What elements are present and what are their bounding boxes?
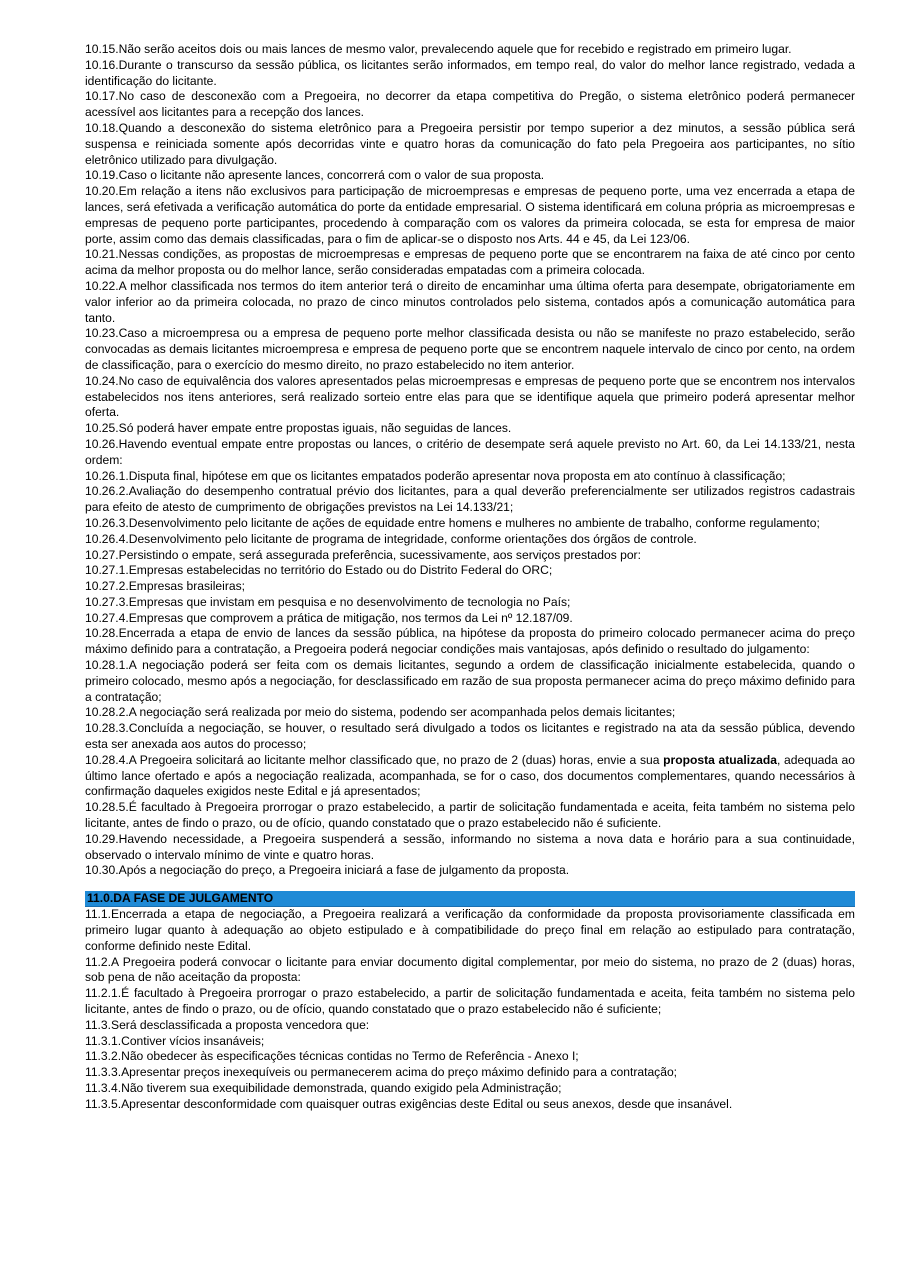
clause-10-18: 10.18.Quando a desconexão do sistema eletrônico para a Pregoeira persistir por tempo superior a dez minutos, a sessão pública será suspensa e reiniciada somente após decorridas vinte e quatro horas da comunicação do fato pela Pregoeira aos participantes, no sítio eletrônico utilizado para divulgação.: [85, 120, 855, 167]
clause-10-28-4-bold-term: proposta atualizada: [663, 752, 778, 767]
clause-11-3-2: 11.3.2.Não obedecer às especificações técnicas contidas no Termo de Referência - Anexo I;: [85, 1049, 579, 1064]
clause-10-26-3: 10.26.3.Desenvolvimento pelo licitante de ações de equidade entre homens e mulheres no ambiente de trabalho, conforme regulamento;: [85, 515, 820, 530]
clause-10-28-5: 10.28.5.É facultado à Pregoeira prorrogar o prazo estabelecido, a partir de solicitação fundamentada e aceita, feita também no sistema pelo licitante, antes de findo o prazo, ou de ofício, quando constatado que o prazo estabelecido não é suficiente.: [85, 800, 855, 831]
section-11-heading: 11.0.DA FASE DE JULGAMENTO: [85, 891, 855, 907]
clause-10-26-4: 10.26.4.Desenvolvimento pelo licitante de programa de integridade, conforme orientações dos órgãos de controle.: [85, 531, 697, 546]
clause-11-3-1: 11.3.1.Contiver vícios insanáveis;: [85, 1033, 265, 1048]
clause-11-2-1: 11.2.1.É facultado à Pregoeira prorrogar o prazo estabelecido, a partir de solicitação fundamentada e aceita, feita também no sistema pelo licitante, antes de findo o prazo, ou de ofício, quando constatado que o prazo estabelecido não é suficiente;: [85, 986, 855, 1017]
clause-10-28-4-text-start: 10.28.4.A Pregoeira solicitará ao licitante melhor classificado que, no prazo de 2 (duas) horas, envie a sua: [85, 752, 664, 767]
clause-10-20: 10.20.Em relação a itens não exclusivos para participação de microempresas e empresas de pequeno porte, uma vez encerrada a etapa de lances, será efetivada a verificação automática do porte da entidade empresarial. O sistema identificará em coluna própria as microempresas e empresas de pequeno porte participantes, procedendo à comparação com os valores da primeira colocada, se esta for empresa de maior porte, assim como das demais classificadas, para o fim de aplicar-se o disposto nos Arts. 44 e 45, da Lei 123/06.: [85, 184, 855, 246]
clause-11-3: 11.3.Será desclassificada a proposta vencedora que:: [85, 1017, 370, 1032]
clause-10-23: 10.23.Caso a microempresa ou a empresa de pequeno porte melhor classificada desista ou não se manifeste no prazo estabelecido, serão convocadas as demais licitantes microempresa e empresa de pequeno porte que se encontrem naquele intervalo de cinco por cento, na ordem de classificação, para o exercício do mesmo direito, no prazo estabelecido no item anterior.: [85, 326, 855, 372]
clause-11-2: 11.2.A Pregoeira poderá convocar o licitante para enviar documento digital complementar, por meio do sistema, no prazo de 2 (duas) horas, sob pena de não aceitação da proposta:: [85, 954, 855, 985]
clause-10-27-2: 10.27.2.Empresas brasileiras;: [85, 579, 245, 594]
clause-10-28-2: 10.28.2.A negociação será realizada por meio do sistema, podendo ser acompanhada pelos demais licitantes;: [85, 705, 676, 720]
clause-10-21: 10.21.Nessas condições, as propostas de microempresas e empresas de pequeno porte que se encontrarem na faixa de até cinco por cento acima da melhor proposta ou do melhor lance, serão consideradas empatadas com a primeira colocada.: [85, 247, 855, 278]
clause-10-19: 10.19.Caso o licitante não apresente lances, concorrerá com o valor de sua proposta.: [85, 168, 545, 183]
clause-10-28-1: 10.28.1.A negociação poderá ser feita com os demais licitantes, segundo a ordem de classificação inicialmente estabelecida, quando o primeiro colocado, mesmo após a negociação, for desclassificado em razão de sua proposta permanecer acima do preço máximo definido para a contratação;: [85, 658, 855, 704]
clause-10-26-2: 10.26.2.Avaliação do desempenho contratual prévio dos licitantes, para a qual deverão preferencialmente ser utilizados registros cadastrais para efeito de atesto de cumprimento de obrigações previstos na Lei 14.133/21;: [85, 484, 855, 515]
clause-11-3-5: 11.3.5.Apresentar desconformidade com quaisquer outras exigências deste Edital ou seus anexos, desde que insanável.: [85, 1096, 733, 1111]
clause-10-17: 10.17.No caso de desconexão com a Pregoeira, no decorrer da etapa competitiva do Pregão, o sistema eletrônico poderá permanecer acessível aos licitantes para a recepção dos lances.: [85, 89, 855, 120]
clause-10-15: 10.15.Não serão aceitos dois ou mais lances de mesmo valor, prevalecendo aquele que for recebido e registrado em primeiro lugar.: [85, 42, 792, 56]
section-10-continued: [85, 42, 855, 879]
clause-11-3-4: 11.3.4.Não tiverem sua exequibilidade demonstrada, quando exigido pela Administração;: [85, 1081, 562, 1095]
clause-10-27-1: 10.27.1.Empresas estabelecidas no território do Estado ou do Distrito Federal do ORC;: [85, 563, 553, 578]
clause-10-27-3: 10.27.3.Empresas que invistam em pesquisa e no desenvolvimento de tecnologia no País;: [85, 594, 571, 609]
clause-10-25: 10.25.Só poderá haver empate entre propostas iguais, não seguidas de lances.: [85, 421, 512, 436]
clause-10-16: 10.16.Durante o transcurso da sessão pública, os licitantes serão informados, em tempo real, do valor do melhor lance registrado, vedada a identificação do licitante.: [85, 57, 855, 88]
clause-10-26-1: 10.26.1.Disputa final, hipótese em que os licitantes empatados poderão apresentar nova proposta em ato contínuo à classificação;: [85, 468, 786, 483]
clause-10-22: 10.22.A melhor classificada nos termos do item anterior terá o direito de encaminhar uma última oferta para desempate, obrigatoriamente em valor inferior ao da primeira colocada, no prazo de cinco minutos controlados pelo sistema, contados após a comunicação automática para tanto.: [85, 278, 855, 325]
clause-10-27-4: 10.27.4.Empresas que comprovem a prática de mitigação, nos termos da Lei nº 12.187/09.: [85, 610, 573, 625]
clause-10-29: 10.29.Havendo necessidade, a Pregoeira suspenderá a sessão, informando no sistema a nova data e horário para a sua continuidade, observado o intervalo mínimo de vinte e quatro horas.: [85, 831, 855, 862]
clause-10-27: 10.27.Persistindo o empate, será assegurada preferência, sucessivamente, aos serviços prestados por:: [85, 547, 641, 562]
clause-10-30: 10.30.Após a negociação do preço, a Pregoeira iniciará a fase de julgamento da proposta.: [85, 863, 570, 878]
clause-10-28-3: 10.28.3.Concluída a negociação, se houver, o resultado será divulgado a todos os licitantes e registrado na ata da sessão pública, devendo esta ser anexada aos autos do processo;: [85, 721, 855, 752]
section-spacer: [85, 879, 855, 891]
clause-10-26: 10.26.Havendo eventual empate entre propostas ou lances, o critério de desempate será aquele previsto no Art. 60, da Lei 14.133/21, nesta ordem:: [85, 436, 855, 467]
section-11: [85, 907, 855, 1112]
clause-11-3-3: 11.3.3.Apresentar preços inexequíveis ou permanecerem acima do preço máximo definido para a contratação;: [85, 1065, 678, 1080]
clause-11-1: 11.1.Encerrada a etapa de negociação, a Pregoeira realizará a verificação da conformidade da proposta provisoriamente classificada em primeiro lugar quanto à adequação ao objeto estipulado e à compatibilidade do preço final em relação ao estipulado para contratação, conforme definido neste Edital.: [85, 907, 855, 953]
clause-10-28-4: [85, 753, 855, 800]
clause-10-24: 10.24.No caso de equivalência dos valores apresentados pelas microempresas e empresas de pequeno porte que se encontrem nos intervalos estabelecidos nos itens anteriores, será realizado sorteio entre elas para que se identifique aquela que primeiro poderá apresentar melhor oferta.: [85, 373, 855, 420]
clause-10-28-4-text-end: , adequada ao último lance ofertado e após a negociação realizada, acompanhada, se for o caso, dos documentos complementares, quando necessários à confirmação daqueles exigidos neste Edital e já apresentados;: [85, 752, 855, 799]
clause-10-28: 10.28.Encerrada a etapa de envio de lances da sessão pública, na hipótese da proposta do primeiro colocado permanecer acima do preço máximo definido para a contratação, a Pregoeira poderá negociar condições mais vantajosas, após definido o resultado do julgamento:: [85, 626, 855, 657]
